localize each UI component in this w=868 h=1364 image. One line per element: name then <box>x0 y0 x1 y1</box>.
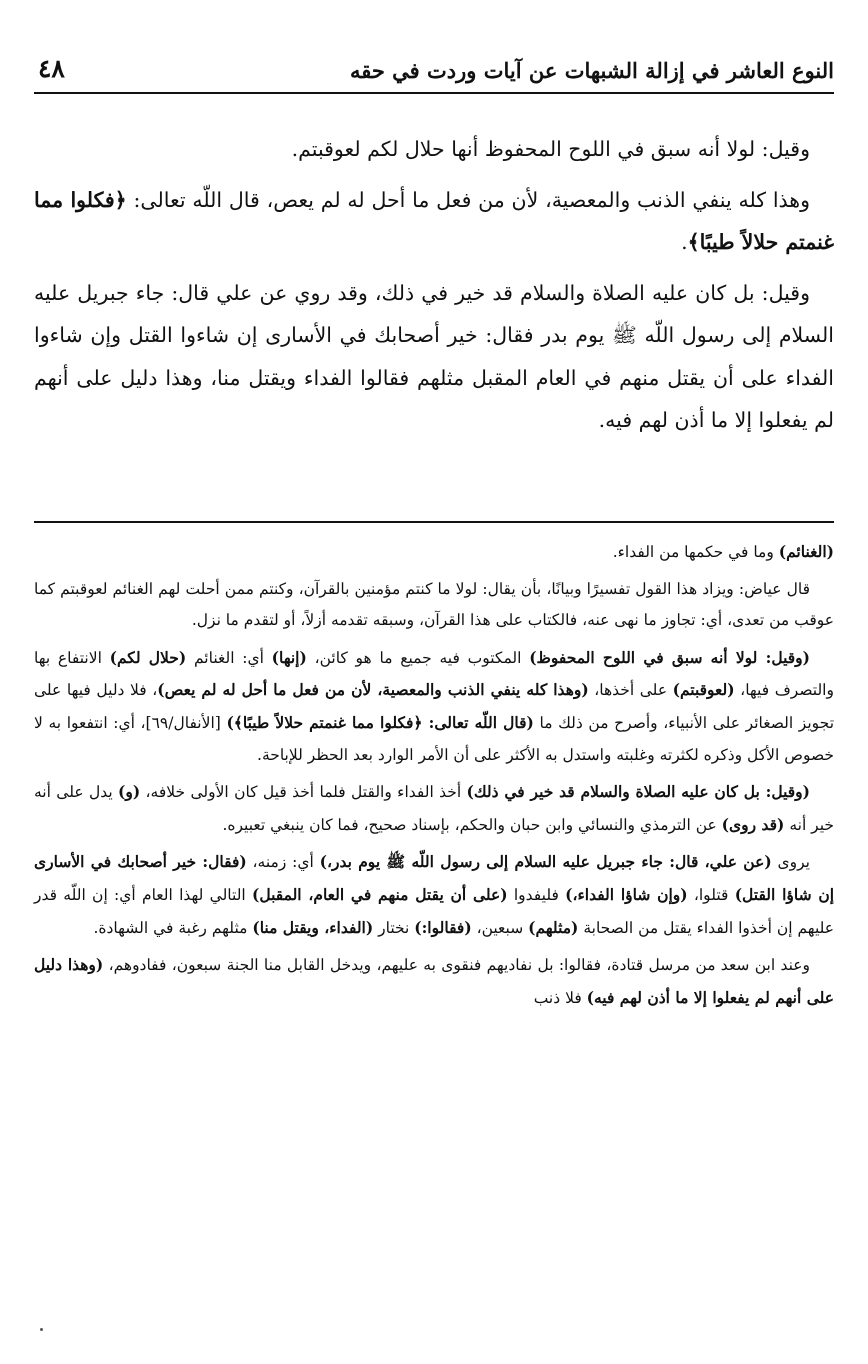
commentary-paragraph: وعند ابن سعد من مرسل قتادة، فقالوا: بل نفاديهم فنقوى به عليهم، ويدخل القابل منا الجنة سبعون، ففادوهم، (وهذا دليل على أنهم لم يفعلوا إلا ما أذن لهم فيه) فلا ذنب <box>34 955 834 1007</box>
main-paragraph: وقيل: بل كان عليه الصلاة والسلام قد خير في ذلك، وقد روي عن علي قال: جاء جبريل عليه السلام إلى رسول اللّه ﷺ يوم بدر فقال: خير أصحابك في الأسارى إن شاءوا القتل وإن شاءوا الفداء على أن يقتل منهم في العام المقبل مثلهم فقالوا الفداء ويقتل منا، وهذا دليل على أنهم لم يفعلوا إلا ما أذن لهم فيه. <box>34 280 834 432</box>
page-number: ٤٨ <box>38 54 65 83</box>
commentary-paragraph: (وقيل: بل كان عليه الصلاة والسلام قد خير في ذلك) أخذ الفداء والقتل فلما أخذ قيل كان الأولى خلافه، (و) يدل على أنه خير أنه (قد روى) عن الترمذي والنسائي وابن حبان والحكم، بإسناد صحيح، فما كان ينبغي تعبيره. <box>34 782 834 834</box>
commentary-paragraph: يروى (عن علي، قال: جاء جبريل عليه السلام إلى رسول اللّه ﷺ يوم بدر،) أي: زمنه، (فقال: خير أصحابك في الأسارى إن شاؤا القتل) قتلوا، (وإن شاؤا الفداء،) فليفدوا (على أن يقتل منهم في العام، المقبل) التالي لهذا العام أي: إن اللّه قدر عليهم إن أخذوا الفداء يقتل من الصحابة (مثلهم) سبعين، (فقالوا:) نختار (الفداء، ويقتل منا) مثلهم رغبة في الشهادة. <box>34 852 835 937</box>
commentary-paragraph: (وقيل: لولا أنه سبق في اللوح المحفوظ) المكتوب فيه جميع ما هو كائن، (إنها) أي: الغنائم (حلال لكم) الانتفاع بها والتصرف فيها، (لعوقبتم) على أخذها، (وهذا كله ينفي الذنب والمعصية، لأن من فعل ما أحل له لم يعص)، فلا دليل فيها على تجويز الصغائر على الأنبياء، وأصرح من ذلك ما (قال اللّه تعالى: ﴿فكلوا مما غنمتم حلالاً طيبًا﴾) [الأنفال/٦٩]، أي: انتفعوا به لا خصوص الأكل وذكره لكثرته وغلبته واستدل به الأكثر على أن الأمر الوارد بعد الحظر للإباحة. <box>34 647 835 764</box>
main-paragraph: وهذا كله ينفي الذنب والمعصية، لأن من فعل ما أحل له لم يعص، قال اللّه تعالى: ﴿فكلوا مما غنمتم حلالاً طيبًا﴾. <box>34 187 834 254</box>
main-text <box>34 128 834 450</box>
footnote-divider <box>34 521 834 523</box>
commentary-paragraph: (الغنائم) وما في حكمها من الفداء. <box>612 542 834 561</box>
running-title: النوع العاشر في إزالة الشبهات عن آيات وردت في حقه <box>349 58 834 83</box>
scan-speck <box>40 1328 43 1331</box>
main-paragraph: وقيل: لولا أنه سبق في اللوح المحفوظ أنها حلال لكم لعوقبتم. <box>291 137 810 161</box>
running-header <box>34 52 834 94</box>
commentary <box>34 536 834 1019</box>
quran-quote: ﴿فكلوا مما غنمتم حلالاً طيبًا﴾ <box>34 187 834 254</box>
commentary-paragraph: قال عياض: ويزاد هذا القول تفسيرًا وبيانًا، بأن يقال: لولا ما كنتم مؤمنين بالقرآن، وكنتم ممن أحلت لهم الغنائم لعوقبتم كما عوقب من تعدى، أي: تجاوز ما نهى عنه، فالكتاب على هذا القرآن، وسبقه تقدمه أزلاً، أو لتقدم ما نزل. <box>34 579 834 630</box>
